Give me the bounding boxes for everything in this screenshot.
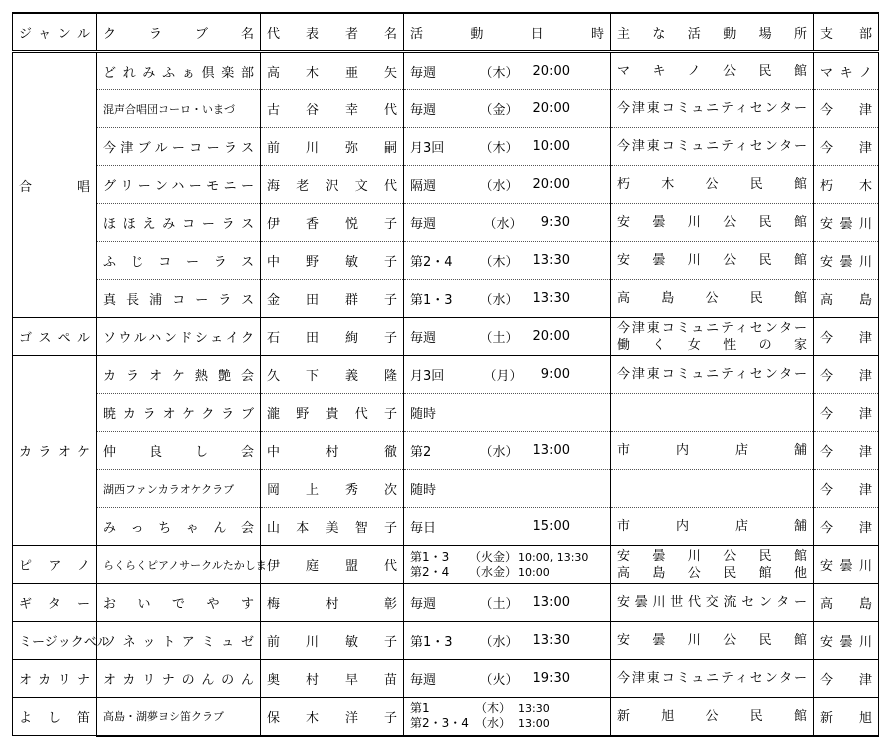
schedule-frequency: 第2・4: [410, 255, 453, 270]
table-row: [13, 356, 879, 394]
schedule-frequency: 第2・4: [410, 564, 450, 579]
place-cell: [611, 584, 814, 622]
club-name: ほほえみコーラス: [97, 204, 261, 242]
schedule-time: 13:30: [532, 291, 570, 306]
schedule: [410, 213, 604, 232]
places: [617, 100, 807, 117]
table-row: [13, 204, 879, 242]
branch-name: マキノ: [814, 52, 879, 90]
club-name: オカリナのんのん: [97, 660, 261, 698]
places: [617, 594, 807, 611]
representative: 前川弥嗣: [261, 128, 404, 166]
schedule: [410, 631, 604, 650]
schedule-day: （木）: [479, 141, 519, 156]
schedule-frequency: 随時: [410, 407, 437, 422]
table-row: [13, 470, 879, 508]
place-cell: [611, 166, 814, 204]
header-row: [13, 13, 879, 52]
schedule-day: （水）: [479, 179, 519, 194]
schedule-frequency: 毎週: [410, 65, 437, 81]
schedule-time: 10:00: [532, 139, 570, 154]
place-cell: [611, 356, 814, 394]
place-name: 新旭公民館: [617, 708, 807, 724]
place-name: 朽木公民館: [617, 177, 807, 192]
places: [617, 632, 807, 649]
schedule-time: 13:00: [532, 595, 570, 610]
club-name: グリーンハーモニー: [97, 166, 261, 204]
table-row: [13, 698, 879, 736]
table-row: [13, 318, 879, 356]
schedule-frequency: 第1・3: [410, 549, 450, 564]
representative: 高木亜矢: [261, 52, 404, 90]
place-name: 市内店舗: [617, 443, 807, 458]
schedule-line: [410, 550, 604, 565]
schedule: [410, 175, 604, 194]
schedule-cell: [404, 204, 611, 242]
schedule-day: （水金）: [468, 564, 517, 579]
schedule-cell: [404, 698, 611, 736]
place-name: 市内店舗: [617, 519, 807, 534]
branch-name: 新旭: [814, 698, 879, 736]
club-name: どれみふぁ倶楽部: [97, 52, 261, 90]
schedule-frequency: 毎週: [410, 103, 437, 118]
places: [617, 708, 807, 725]
schedule-frequency: 毎週: [410, 331, 437, 346]
schedule: [410, 517, 604, 536]
place-cell: [611, 90, 814, 128]
table-row: [13, 660, 879, 698]
schedule-frequency: 第2: [410, 445, 432, 460]
schedule: [410, 99, 604, 118]
header-place: 主な活動場所: [611, 13, 814, 52]
places: [617, 518, 807, 535]
places: [617, 290, 807, 307]
place-cell: [611, 52, 814, 90]
schedule: [410, 137, 604, 156]
places: [617, 252, 807, 269]
club-table: [12, 12, 879, 737]
place-cell: [611, 470, 814, 508]
schedule: [410, 441, 604, 460]
schedule-time: 20:00: [532, 177, 570, 192]
schedule-frequency: 第1・3: [410, 635, 453, 650]
genre-cell: ピアノ: [13, 546, 97, 584]
club-name: 仲良し会: [97, 432, 261, 470]
representative: 古谷幸代: [261, 90, 404, 128]
place-name: 高島公民館: [617, 291, 807, 306]
club-name: らくらくピアノサークルたかしま: [97, 546, 261, 584]
schedule-day: （土）: [479, 597, 519, 612]
representative: 伊庭盟代: [261, 546, 404, 584]
places: [617, 670, 807, 687]
table-body: [13, 52, 879, 736]
schedule-cell: [404, 280, 611, 318]
schedule-frequency: 毎週: [410, 597, 437, 612]
place-cell: [611, 508, 814, 546]
schedule-cell: [404, 356, 611, 394]
place-name: 安曇川公民館: [617, 633, 807, 648]
place-cell: [611, 698, 814, 736]
club-name: ふじコーラス: [97, 242, 261, 280]
header-schedule: 活動日時: [404, 13, 611, 52]
header-club: クラブ名: [97, 13, 261, 52]
representative: 保木洋子: [261, 698, 404, 736]
schedule-frequency: 第1: [410, 701, 430, 716]
schedule-cell: [404, 470, 611, 508]
club-name: ソウルハンドシェイク: [97, 318, 261, 356]
place-cell: [611, 128, 814, 166]
genre-cell: 合唱: [13, 52, 97, 318]
schedule-day: （木）: [479, 65, 519, 81]
schedule-cell: [404, 622, 611, 660]
representative: 久下義隆: [261, 356, 404, 394]
table-row: [13, 508, 879, 546]
club-name: 真長浦コーラス: [97, 280, 261, 318]
schedule: [410, 593, 604, 612]
branch-name: 高島: [814, 280, 879, 318]
schedule-time: 19:30: [532, 671, 570, 686]
schedule-frequency: 月3回: [410, 369, 445, 384]
places: [617, 138, 807, 155]
schedule-day: （火金）: [468, 549, 517, 564]
place-name: 安曇川公民館: [617, 253, 807, 268]
schedule-day: （水）: [479, 635, 519, 650]
genre-cell: よし笛: [13, 698, 97, 736]
branch-name: 今津: [814, 356, 879, 394]
schedule-day: （水）: [479, 293, 519, 308]
place-name: 今津東コミュニティセンター: [617, 320, 807, 336]
schedule-day: （火）: [479, 673, 519, 688]
schedule-day: （水）: [483, 217, 523, 232]
table-row: [13, 622, 879, 660]
branch-name: 今津: [814, 318, 879, 356]
places: [617, 442, 807, 459]
schedule-frequency: 第1・3: [410, 293, 453, 308]
club-name: おいでやす: [97, 584, 261, 622]
schedule-line: [410, 701, 604, 716]
representative: 山本美智子: [261, 508, 404, 546]
schedule-line: [410, 716, 604, 731]
schedule-cell: [404, 432, 611, 470]
genre-cell: ゴスペル: [13, 318, 97, 356]
places: [617, 63, 807, 80]
branch-name: 今津: [814, 128, 879, 166]
place-name: 今津東コミュニティセンター: [617, 139, 807, 154]
club-name: ソネットアミュゼ: [97, 622, 261, 660]
place-cell: [611, 204, 814, 242]
representative: 奥村早苗: [261, 660, 404, 698]
place-cell: [611, 318, 814, 356]
schedule-frequency: 隔週: [410, 179, 437, 194]
genre-cell: ミージックベル: [13, 622, 97, 660]
schedule-day: （金）: [479, 103, 519, 118]
place-cell: [611, 546, 814, 584]
place-name: 安曇川公民館: [617, 215, 807, 230]
branch-name: 今津: [814, 394, 879, 432]
schedule-frequency: 月3回: [410, 141, 445, 156]
schedule-frequency: 毎週: [410, 217, 437, 232]
schedule-cell: [404, 546, 611, 584]
club-name: 暁カラオケクラブ: [97, 394, 261, 432]
table-row: [13, 546, 879, 584]
schedule-time: 13:30: [532, 633, 570, 648]
schedule-cell: [404, 52, 611, 90]
schedule-time: 20:00: [532, 63, 570, 79]
schedule-cell: [404, 318, 611, 356]
schedule-cell: [404, 242, 611, 280]
club-name: 混声合唱団コーロ・いまづ: [97, 90, 261, 128]
branch-name: 朽木: [814, 166, 879, 204]
schedule: [410, 62, 604, 81]
representative: 梅村彰: [261, 584, 404, 622]
schedule-day: （水）: [479, 445, 519, 460]
schedule-time: 10:00: [518, 565, 550, 579]
club-name: みっちゃん会: [97, 508, 261, 546]
place-name: 安曇川世代交流センター: [617, 595, 807, 610]
place-name: 今津東コミュニティセンター: [617, 101, 807, 116]
place-cell: [611, 280, 814, 318]
schedule: [410, 479, 604, 498]
table-row: [13, 280, 879, 318]
header-rep: 代表者名: [261, 13, 404, 52]
schedule-time: 15:00: [532, 519, 570, 534]
branch-name: 今津: [814, 432, 879, 470]
schedule-cell: [404, 90, 611, 128]
club-name: カラオケ熱艶会: [97, 356, 261, 394]
schedule-time: 20:00: [532, 329, 570, 344]
schedule-cell: [404, 394, 611, 432]
club-name: 今津ブルーコーラス: [97, 128, 261, 166]
table-row: [13, 432, 879, 470]
place-cell: [611, 394, 814, 432]
header-genre: ジャンル: [13, 13, 97, 52]
schedule-day: （土）: [479, 331, 519, 346]
genre-cell: カラオケ: [13, 356, 97, 546]
schedule-cell: [404, 166, 611, 204]
schedule-line: [410, 565, 604, 580]
branch-name: 安曇川: [814, 242, 879, 280]
schedule-time: 20:00: [532, 101, 570, 116]
places: [617, 214, 807, 231]
place-name: 高島公民館他: [617, 565, 807, 581]
schedule-cell: [404, 660, 611, 698]
schedule-time: 13:30: [532, 253, 570, 268]
table-row: [13, 242, 879, 280]
branch-name: 今津: [814, 508, 879, 546]
place-name: 安曇川公民館: [617, 548, 807, 564]
schedule-day: （月）: [483, 369, 523, 384]
representative: 中村徹: [261, 432, 404, 470]
schedule-day: （木）: [479, 255, 519, 270]
schedule-day: （水）: [474, 716, 511, 731]
genre-cell: オカリナ: [13, 660, 97, 698]
representative: 瀧野貴代子: [261, 394, 404, 432]
header-branch: 支部: [814, 13, 879, 52]
branch-name: 今津: [814, 90, 879, 128]
schedule: [410, 327, 604, 346]
schedule: [410, 289, 604, 308]
club-name: 高島・湖夢ヨシ笛クラブ: [97, 698, 261, 736]
schedule-cell: [404, 584, 611, 622]
schedule-time: 9:00: [540, 367, 570, 382]
table-row: [13, 128, 879, 166]
schedule-day: （木）: [474, 701, 511, 716]
place-name: 働く女性の家: [617, 337, 807, 353]
representative: 伊香悦子: [261, 204, 404, 242]
schedule-time: 13:00: [532, 443, 570, 458]
schedule-multi: [410, 550, 604, 580]
schedule: [410, 403, 604, 422]
schedule-multi: [410, 701, 604, 731]
genre-cell: ギター: [13, 584, 97, 622]
representative: 金田群子: [261, 280, 404, 318]
places: [617, 366, 807, 383]
table-row: [13, 90, 879, 128]
club-name: 湖西ファンカラオケクラブ: [97, 470, 261, 508]
place-name: 今津東コミュニティセンター: [617, 671, 807, 686]
places: [617, 320, 807, 354]
representative: 石田絢子: [261, 318, 404, 356]
schedule-frequency: 随時: [410, 483, 437, 498]
schedule: [410, 251, 604, 270]
schedule-cell: [404, 508, 611, 546]
schedule: [410, 365, 604, 384]
branch-name: 安曇川: [814, 546, 879, 584]
schedule-frequency: 毎日: [410, 521, 437, 536]
places: [617, 176, 807, 193]
schedule-frequency: 毎週: [410, 673, 437, 688]
representative: 前川敏子: [261, 622, 404, 660]
place-cell: [611, 660, 814, 698]
schedule-time: 10:00, 13:30: [518, 550, 589, 564]
place-name: 今津東コミュニティセンター: [617, 367, 807, 382]
places: [617, 548, 807, 582]
branch-name: 今津: [814, 470, 879, 508]
branch-name: 高島: [814, 584, 879, 622]
table-row: [13, 52, 879, 90]
schedule-time: 13:00: [518, 717, 550, 731]
place-cell: [611, 242, 814, 280]
representative: 岡上秀次: [261, 470, 404, 508]
representative: 中野敏子: [261, 242, 404, 280]
schedule-time: 13:30: [518, 702, 550, 716]
schedule: [410, 669, 604, 688]
table-row: [13, 584, 879, 622]
schedule-frequency: 第2・3・4: [410, 716, 469, 731]
branch-name: 安曇川: [814, 204, 879, 242]
branch-name: 安曇川: [814, 622, 879, 660]
branch-name: 今津: [814, 660, 879, 698]
place-name: マキノ公民館: [617, 63, 807, 79]
representative: 海老沢文代: [261, 166, 404, 204]
schedule-time: 9:30: [540, 215, 570, 230]
table-row: [13, 166, 879, 204]
place-cell: [611, 432, 814, 470]
place-cell: [611, 622, 814, 660]
schedule-cell: [404, 128, 611, 166]
table-row: [13, 394, 879, 432]
